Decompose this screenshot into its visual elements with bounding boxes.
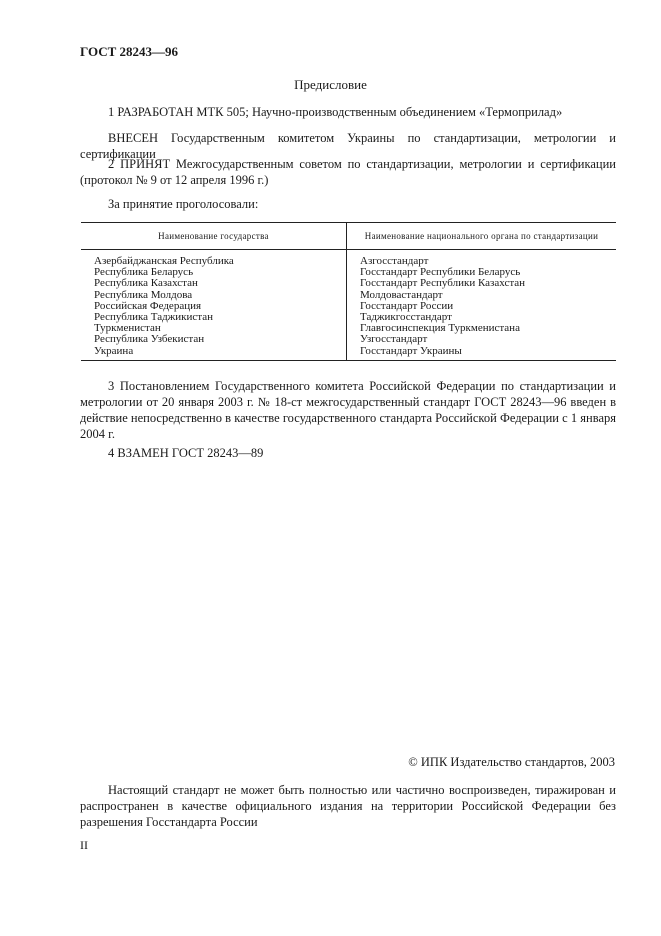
paragraph-adopted: 2 ПРИНЯТ Межгосударственным советом по стандартизации, метрологии и сертификации (протокол № 9 от 12 апреля 1996 г.) xyxy=(80,157,616,187)
page-title: Предисловие xyxy=(294,77,367,92)
table-cell-national-body: Госстандарт Республики Казахстан xyxy=(360,277,526,290)
table-cell-state: Республика Таджикистан xyxy=(94,311,213,324)
state-list xyxy=(81,250,347,361)
paragraph-replaces: 4 ВЗАМЕН ГОСТ 28243—89 xyxy=(108,446,264,460)
reproduction-notice: Настоящий стандарт не может быть полностью или частично воспроизведен, тиражирован и распространен в качестве официального издания на территории Российской Федерации без разрешения Госстандарта России xyxy=(80,783,616,829)
table-cell-national-body: Госстандарт Украины xyxy=(360,344,462,357)
voting-table xyxy=(81,222,616,361)
table-cell-national-body: Главгосинспекция Туркменистана xyxy=(360,322,520,335)
table-cell-state: Украина xyxy=(94,344,134,357)
table-cell-state: Республика Беларусь xyxy=(94,266,194,279)
paragraph-resolution: 3 Постановлением Государственного комитета Российской Федерации по стандартизации и метрологии от 20 января 2003 г. № 18-ст межгосударственный стандарт ГОСТ 28243—96 введен в действие непосредственно в качестве государственного стандарта Российской Федерации с 1 января 2004 г. xyxy=(80,379,616,441)
table-cell-national-body: Молдовастандарт xyxy=(360,288,443,301)
paragraph-developed: 1 РАЗРАБОТАН МТК 505; Научно-производственным объединением «Термоприлад» xyxy=(108,105,563,119)
page-number: II xyxy=(80,838,88,852)
paragraph-introduced: ВНЕСЕН Государственным комитетом Украины по стандартизации, метрологии и сертификации xyxy=(80,131,616,161)
document-code: ГОСТ 28243—96 xyxy=(80,44,179,59)
column-header-national-body: Наименование национального органа по стандартизации xyxy=(347,223,617,250)
table-cell-state: Республика Казахстан xyxy=(94,277,198,290)
table-cell-national-body: Таджикгосстандарт xyxy=(360,311,452,324)
copyright-notice: © ИПК Издательство стандартов, 2003 xyxy=(408,755,615,769)
table-cell-state: Туркменистан xyxy=(94,322,161,335)
table-cell-national-body: Азгосстандарт xyxy=(360,255,429,267)
table-cell-state: Республика Узбекистан xyxy=(94,333,205,346)
table-cell-state: Республика Молдова xyxy=(94,288,193,301)
column-header-state: Наименование государства xyxy=(81,223,347,250)
paragraph-voted: За принятие проголосовали: xyxy=(108,197,259,211)
table-header-row xyxy=(81,223,616,250)
table-cell-national-body: Госстандарт Республики Беларусь xyxy=(360,266,521,279)
table-cell-state: Российская Федерация xyxy=(94,299,202,312)
national-body-list xyxy=(347,250,617,361)
table-cell-state: Азербайджанская Республика xyxy=(94,255,234,267)
table-body-row xyxy=(81,250,616,361)
table-cell-national-body: Госстандарт России xyxy=(360,299,454,312)
table-cell-national-body: Узгосстандарт xyxy=(360,333,428,346)
